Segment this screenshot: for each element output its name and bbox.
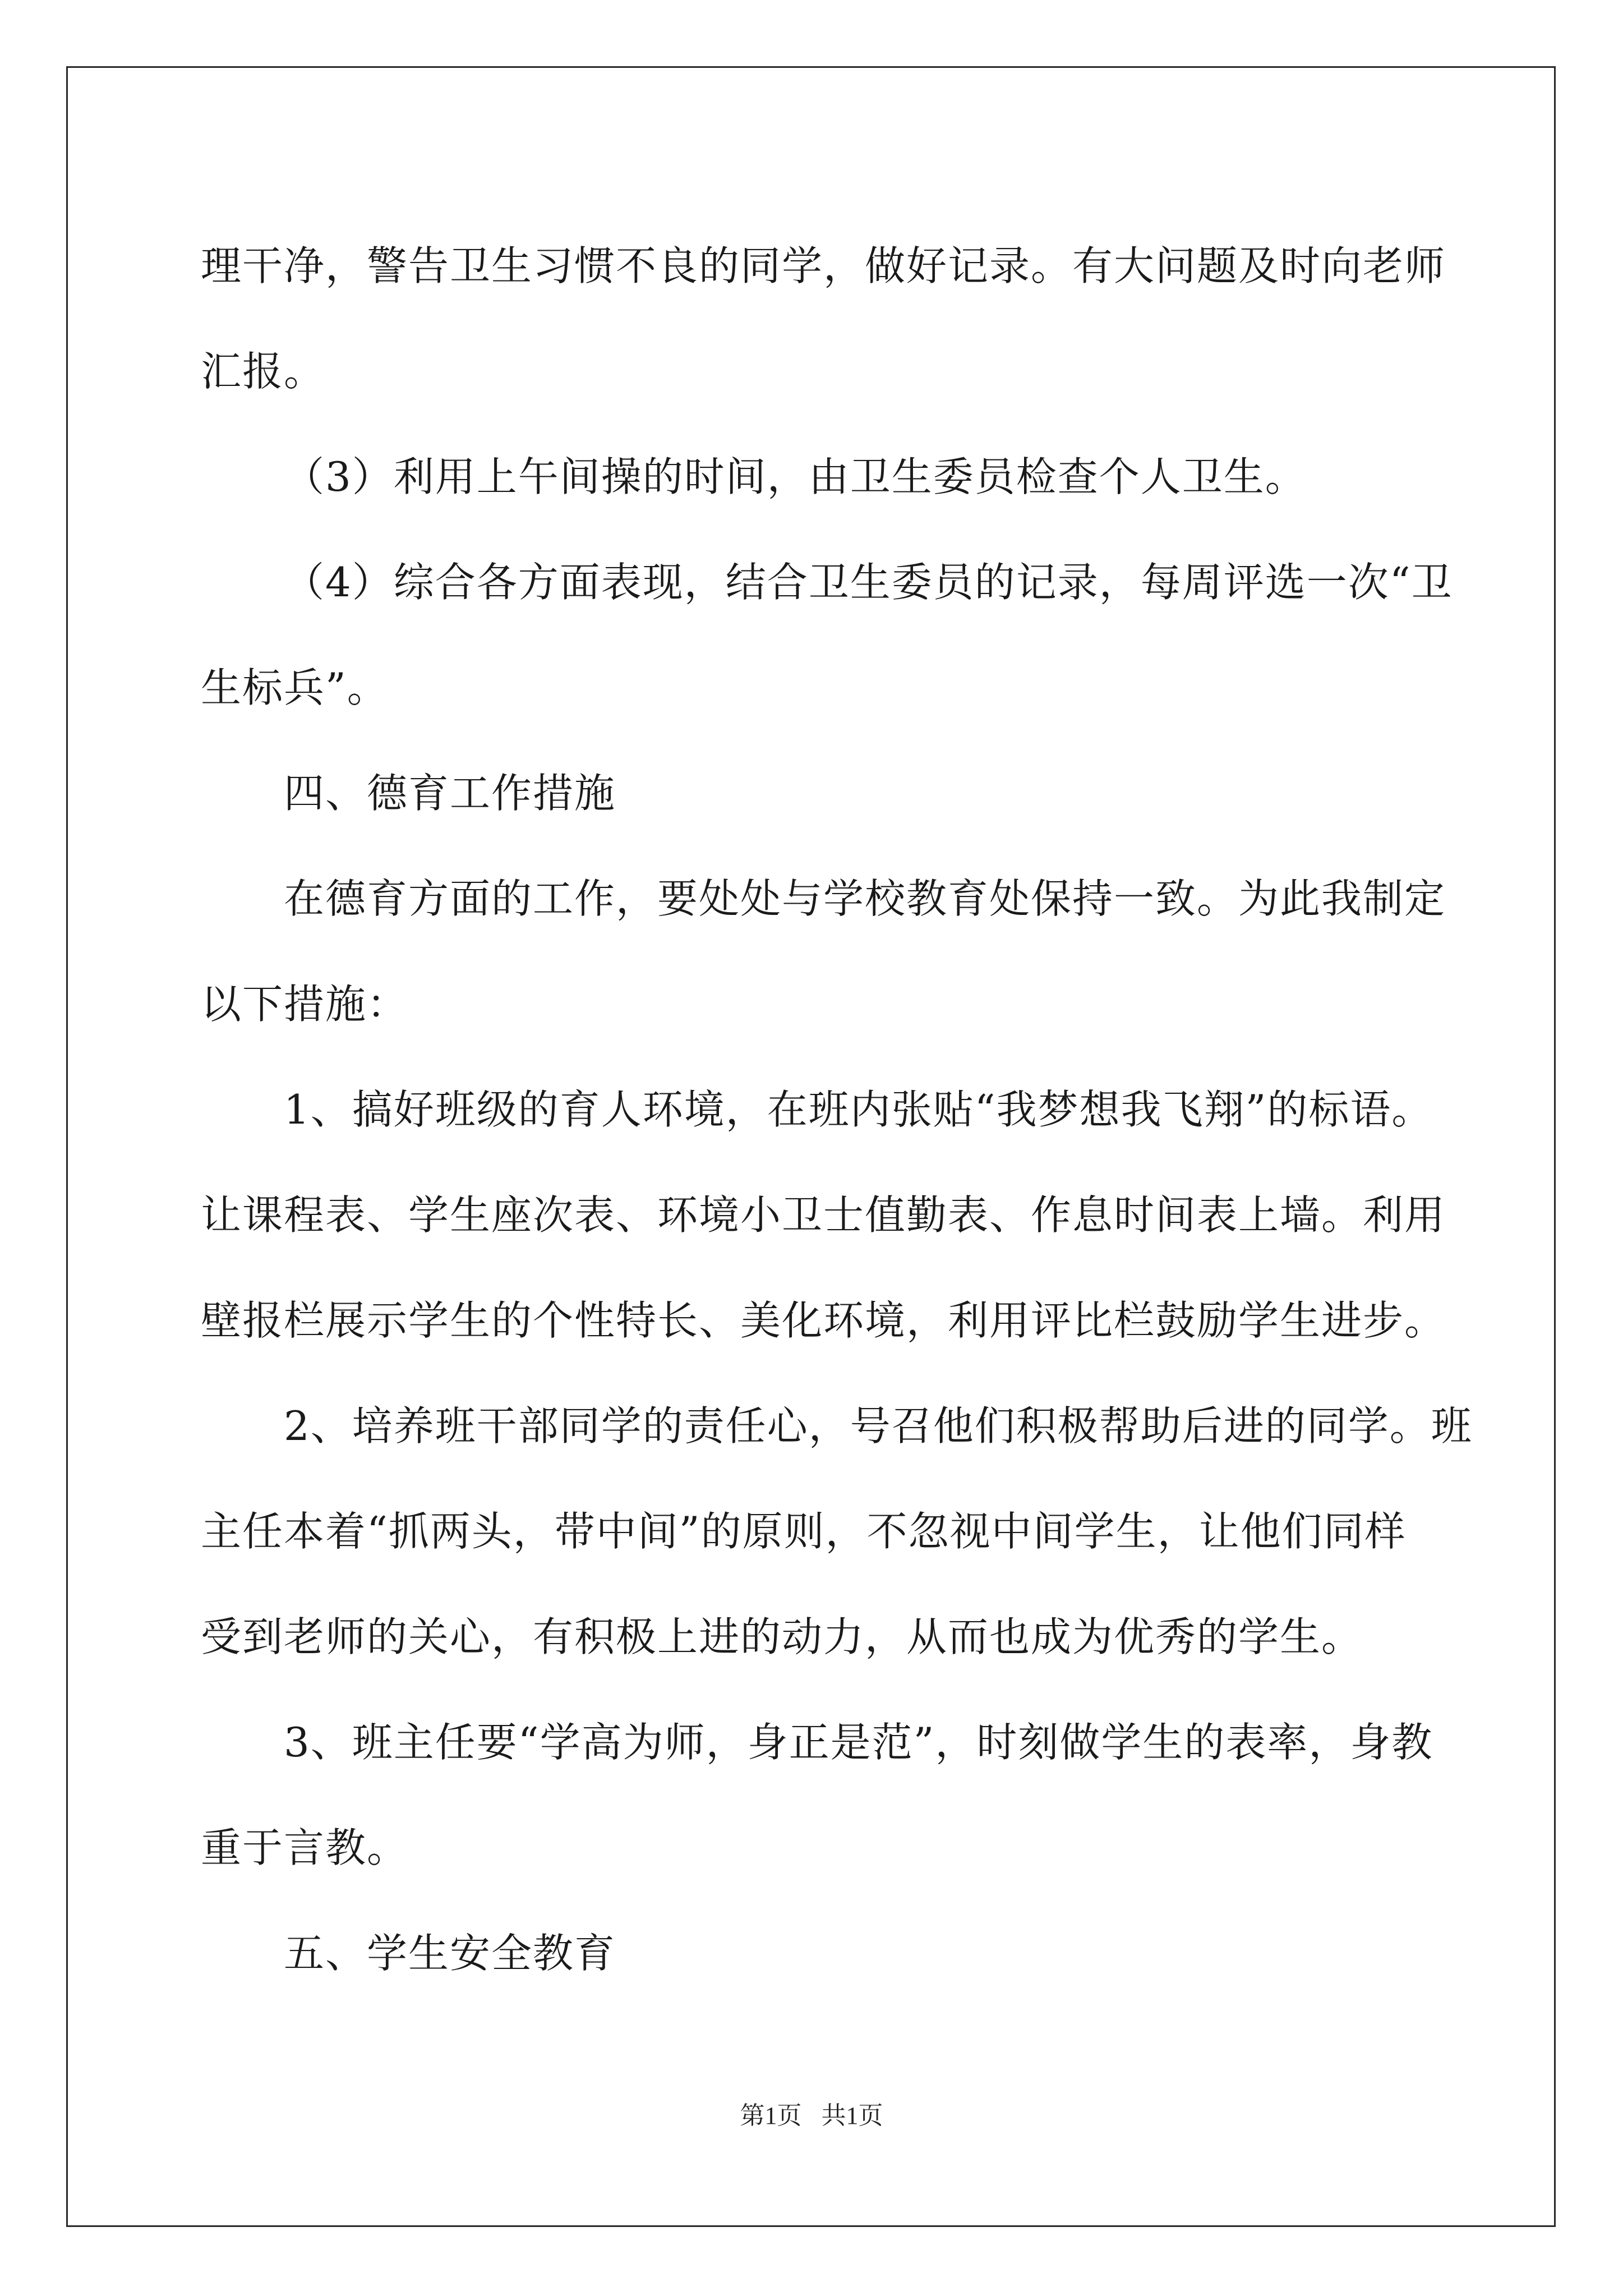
text-line: 受到老师的关心，有积极上进的动力，从而也成为优秀的学生。 (201, 1613, 1363, 1660)
page-number: 第1页 (740, 2102, 802, 2129)
text-line: （3）利用上午间操的时间，由卫生委员检查个人卫生。 (284, 453, 1307, 500)
section-heading: 四、德育工作措施 (284, 770, 616, 817)
section-heading: 五、学生安全教育 (284, 1930, 616, 1977)
text-line: 1、搞好班级的育人环境，在班内张贴“我梦想我飞翔”的标语。 (284, 1086, 1433, 1133)
text-line: 生标兵”。 (201, 664, 389, 711)
text-line: 在德育方面的工作，要处处与学校教育处保持一致。为此我制定 (284, 875, 1446, 922)
text-line: 汇报。 (201, 348, 326, 395)
text-line: 让课程表、学生座次表、环境小卫士值勤表、作息时间表上墙。利用 (201, 1191, 1446, 1239)
text-line: 壁报栏展示学生的个性特长、美化环境，利用评比栏鼓励学生进步。 (201, 1297, 1446, 1344)
text-line: 以下措施： (201, 981, 409, 1028)
text-line: 重于言教。 (201, 1824, 409, 1871)
page-total: 共1页 (821, 2102, 883, 2129)
text-line: 2、培养班干部同学的责任心，号召他们积极帮助后进的同学。班 (284, 1402, 1473, 1450)
text-line: 理干净，警告卫生习惯不良的同学，做好记录。有大问题及时向老师 (201, 242, 1446, 289)
document-body (201, 213, 1473, 2006)
text-line: （4）综合各方面表现，结合卫生委员的记录，每周评选一次“卫 (284, 559, 1453, 606)
text-line: 主任本着“抓两头，带中间”的原则，不忽视中间学生，让他们同样 (201, 1508, 1407, 1555)
page-footer (0, 2095, 1623, 2131)
text-line: 3、班主任要“学高为师，身正是范”，时刻做学生的表率，身教 (284, 1719, 1433, 1766)
